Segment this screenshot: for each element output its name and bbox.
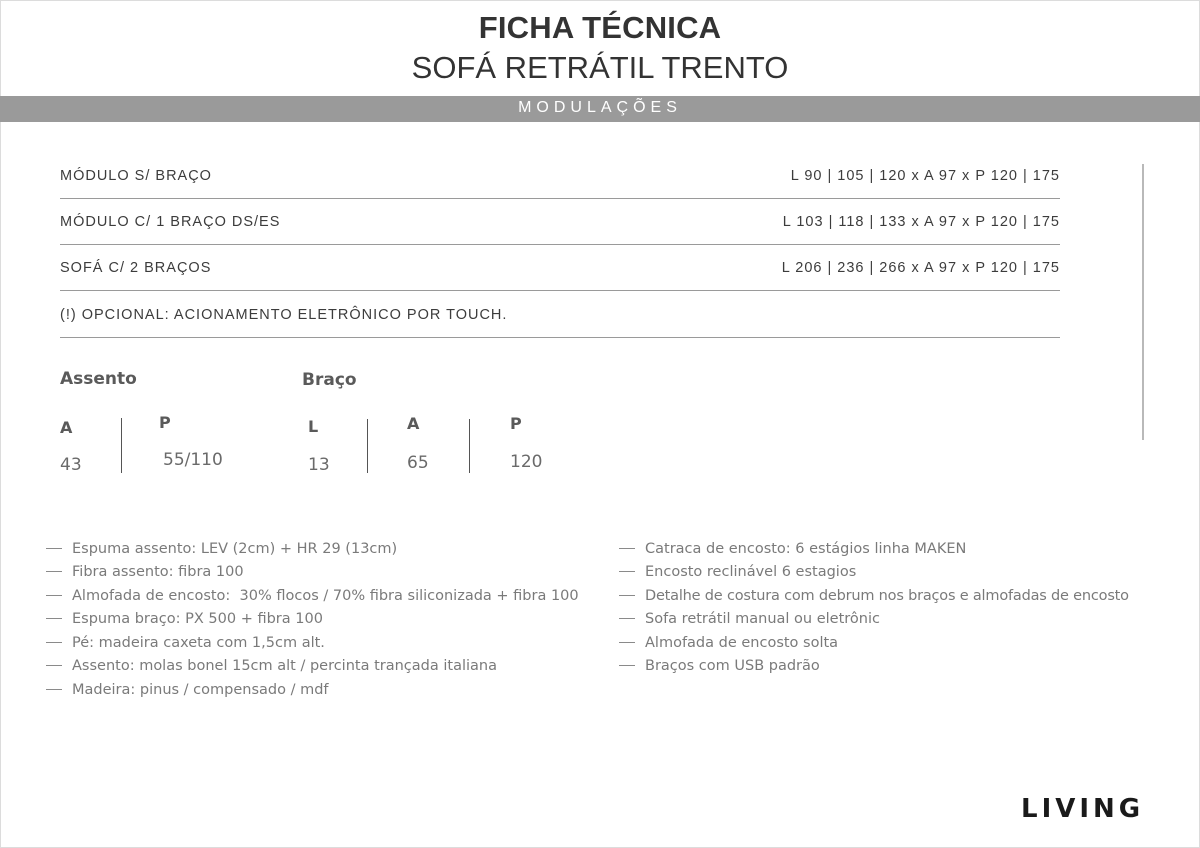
dash-icon xyxy=(619,665,635,666)
feature-text: Almofada de encosto: 30% flocos / 70% fibra siliconizada + fibra 100 xyxy=(72,588,579,604)
feature-text: Espuma braço: PX 500 + fibra 100 xyxy=(72,611,323,627)
feature-text: Madeira: pinus / compensado / mdf xyxy=(72,682,329,698)
brand-logo: LIVING xyxy=(1021,794,1145,824)
feature-text: Encosto reclinável 6 estagios xyxy=(645,564,857,580)
arm-a-value: 65 xyxy=(407,453,429,473)
feature-item xyxy=(619,611,880,627)
arm-p-value: 120 xyxy=(510,452,543,472)
arm-l-value: 13 xyxy=(308,455,330,475)
feature-item xyxy=(619,635,838,651)
page-subtitle: SOFÁ RETRÁTIL TRENTO xyxy=(411,50,789,85)
dash-icon xyxy=(619,548,635,549)
feature-text: Almofada de encosto solta xyxy=(645,635,839,651)
arm-p-label: P xyxy=(510,414,522,433)
feature-text: Sofa retrátil manual ou eletrônic xyxy=(645,611,880,627)
page-title: FICHA TÉCNICA xyxy=(478,10,722,45)
optional-note-row xyxy=(60,291,1060,338)
modulation-dims: L 90 | 105 | 120 x A 97 x P 120 | 175 xyxy=(790,168,1060,184)
feature-text: Assento: molas bonel 15cm alt / percinta trançada italiana xyxy=(72,658,497,674)
seat-a-value: 43 xyxy=(60,455,82,475)
feature-item xyxy=(619,658,820,674)
feature-item xyxy=(46,658,497,674)
dash-icon xyxy=(619,642,635,643)
feature-text: Fibra assento: fibra 100 xyxy=(72,564,244,580)
modulation-row xyxy=(60,198,1060,245)
optional-note: (!) OPCIONAL: ACIONAMENTO ELETRÔNICO POR TOUCH. xyxy=(60,307,508,323)
seat-a-label: A xyxy=(60,418,73,437)
modulation-name: MÓDULO C/ 1 BRAÇO DS/ES xyxy=(60,214,281,230)
feature-item xyxy=(46,564,244,580)
modulation-row xyxy=(60,152,1060,199)
arm-a-label: A xyxy=(407,414,420,433)
feature-item xyxy=(619,588,1129,604)
dash-icon xyxy=(619,595,635,596)
feature-text: Braços com USB padrão xyxy=(645,658,820,674)
feature-text: Detalhe de costura com debrum nos braços e almofadas de encosto xyxy=(645,588,1129,604)
feature-text: Espuma assento: LEV (2cm) + HR 29 (13cm) xyxy=(72,541,398,557)
dash-icon xyxy=(619,571,635,572)
feature-text: Catraca de encosto: 6 estágios linha MAKEN xyxy=(645,541,967,557)
arm-l-label: L xyxy=(308,417,319,436)
feature-item xyxy=(46,588,579,604)
spec-separator xyxy=(469,419,470,473)
modulation-dims: L 103 | 118 | 133 x A 97 x P 120 | 175 xyxy=(782,214,1060,230)
seat-heading: Assento xyxy=(60,369,137,389)
modulation-row xyxy=(60,244,1060,291)
arm-heading: Braço xyxy=(302,370,357,390)
spec-separator xyxy=(367,419,368,473)
feature-item xyxy=(46,611,323,627)
feature-text: Pé: madeira caxeta com 1,5cm alt. xyxy=(72,635,325,651)
dash-icon xyxy=(619,618,635,619)
dash-icon xyxy=(46,548,62,549)
feature-item xyxy=(46,635,325,651)
dash-icon xyxy=(46,642,62,643)
modulation-name: MÓDULO S/ BRAÇO xyxy=(60,168,212,184)
vertical-divider xyxy=(1142,164,1144,440)
dash-icon xyxy=(46,689,62,690)
feature-item xyxy=(619,541,966,557)
dash-icon xyxy=(46,665,62,666)
seat-p-label: P xyxy=(159,413,171,432)
dash-icon xyxy=(46,571,62,572)
seat-p-value: 55/110 xyxy=(163,450,223,470)
modulation-name: SOFÁ C/ 2 BRAÇOS xyxy=(60,260,212,276)
section-title: MODULAÇÕES xyxy=(518,99,682,116)
feature-item xyxy=(46,682,329,698)
modulation-dims: L 206 | 236 | 266 x A 97 x P 120 | 175 xyxy=(781,260,1060,276)
feature-item xyxy=(619,564,856,580)
spec-separator xyxy=(121,418,122,473)
dash-icon xyxy=(46,618,62,619)
feature-item xyxy=(46,541,397,557)
dash-icon xyxy=(46,595,62,596)
